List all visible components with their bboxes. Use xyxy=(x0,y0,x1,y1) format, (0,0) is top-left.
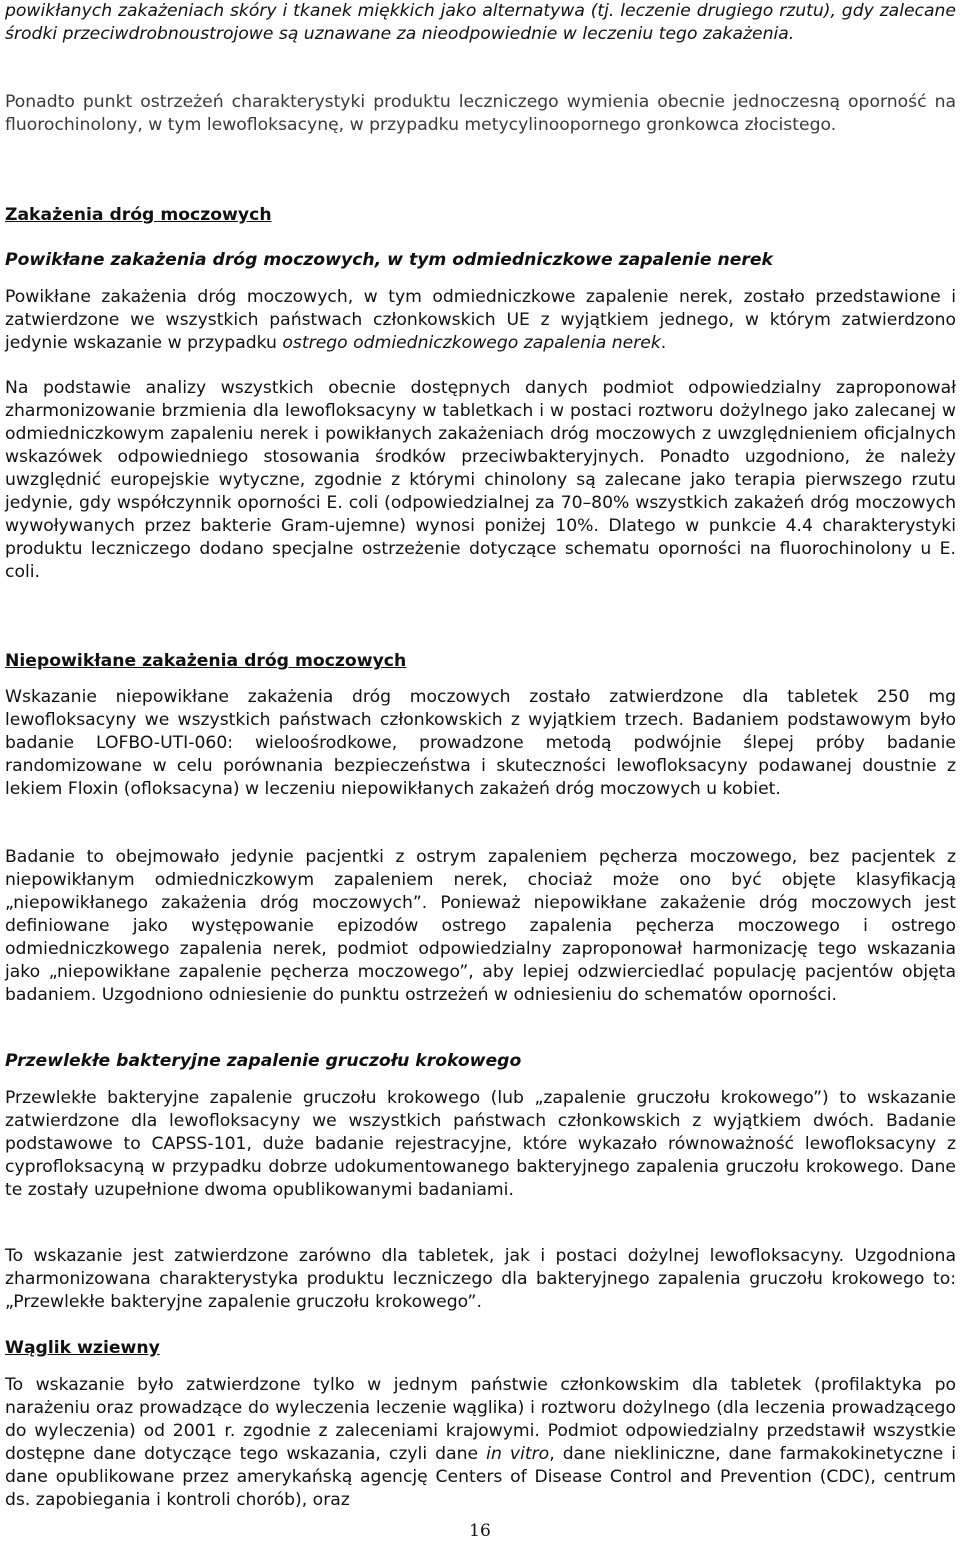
paragraph-complicated-uti-end: . xyxy=(660,333,667,353)
paragraph-warnings-mrsa: Ponadto punkt ostrzeżeń charakterystyki produktu leczniczego wymienia obecnie jednoczesną oporność na fluorochinolony, w tym lewofloksacynę, w przypadku metycylinoopornego gronkowca złocistego. xyxy=(5,92,956,135)
paragraph-prostatitis-smpc: To wskazanie jest zatwierdzone zarówno dla tabletek, jak i postaci dożylnej lewofloksacyny. Uzgodniona zharmonizowana charakterystyka produktu leczniczego dla bakteryjnego zapalenia gruczołu krokowego to: „Przewlekłe bakteryjne zapalenie gruczołu krokowego”. xyxy=(5,1246,956,1312)
heading-chronic-prostatitis: Przewlekłe bakteryjne zapalenie gruczołu krokowego xyxy=(5,1051,522,1071)
paragraph-anthrax-end: , dane niekliniczne, dane farmakokinetyczne i dane opublikowane przez amerykańską agencję Centers of Disease Control and Prevention (CDC), centrum ds. zapobiegania i kontroli chorób), oraz xyxy=(5,1444,957,1510)
heading-uncomplicated-uti: Niepowikłane zakażenia dróg moczowych xyxy=(5,651,407,671)
paragraph-anthrax-text: To wskazanie było zatwierdzone tylko w jednym państwie członkowskim dla tabletek (profilaktyka po narażeniu oraz prowadzące do wyleczenia leczenie wąglika) i roztworu dożylnego (dla leczenia prowadzącego do wyleczenia) od 2001 r. zgodnie z zaleceniami krajowymi. Podmiot odpowiedzialny przedstawił wszystkie dostępne dane dotyczące tego wskazania, czyli dane xyxy=(5,1375,956,1464)
paragraph-complicated-uti-text: Powikłane zakażenia dróg moczowych, w tym odmiedniczkowe zapalenie nerek, zostało przedstawione i zatwierdzone we wszystkich państwach członkowskich UE z wyjątkiem jednego, w którym zatwierdzono jedynie wskazanie w przypadku xyxy=(5,287,956,353)
paragraph-prostatitis: Przewlekłe bakteryjne zapalenie gruczołu krokowego (lub „zapalenie gruczołu krokowego”) to wskazanie zatwierdzone dla lewofloksacyny we wszystkich państwach członkowskich z wyjątkiem dwóch. Badanie podstawowe to CAPSS-101, duże badanie rejestracyjne, które wykazało równoważność lewofloksacyny z cyprofloksacyną w przypadku dobrze udokumentowanego bakteryjnego zapalenia gruczołu krokowego. Dane te zostały uzupełnione dwoma opublikowanymi badaniami. xyxy=(5,1088,956,1200)
paragraph-cystitis-study: Badanie to obejmowało jedynie pacjentki z ostrym zapaleniem pęcherza moczowego, bez pacjentek z niepowikłanym odmiedniczkowym zapaleniem nerek, chociaż może ono być objęte klasyfikacją „niepowikłanego zakażenia dróg moczowych”. Ponieważ niepowikłane zakażenie dróg moczowych jest definiowane jako występowanie epizodów ostrego zapalenia pęcherza moczowego i ostrego odmiedniczkowego zapalenia nerek, podmiot odpowiedzialny zaproponował harmonizację tego wskazania jako „niepowikłane zapalenie pęcherza moczowego”, aby lepiej odzwierciedlać populację pacjentów objęta badaniem. Uzgodniono odniesienie do punktu ostrzeżeń w odniesieniu do schematów oporności. xyxy=(5,847,956,1005)
paragraph-complicated-uti xyxy=(5,286,956,355)
paragraph-continuation-text: powikłanych zakażeniach skóry i tkanek miękkich jako alternatywa (tj. leczenie drugiego rzutu), gdy zalecane środki przeciwdrobnoustrojowe są uznawane za nieodpowiednie w leczeniu tego zakażenia. xyxy=(5,1,956,44)
paragraph-harmonization-analysis: Na podstawie analizy wszystkich obecnie dostępnych danych podmiot odpowiedzialny zaproponował zharmonizowanie brzmienia dla lewofloksacyny w tabletkach i w postaci roztworu dożylnego jako zalecanej w odmiedniczkowym zapaleniu nerek i powikłanych zakażeniach dróg moczowych z uwzględnieniem oficjalnych wskazówek odpowiedniego stosowania środków przeciwbakteryjnych. Ponadto uzgodniono, że należy uwzględnić europejskie wytyczne, zgodnie z którymi chinolony są zalecane jako terapia pierwszego rzutu jedynie, gdy współczynnik oporności E. coli (odpowiedzialnej za 70–80% wszystkich zakażeń dróg moczowych wywoływanych przez bakterie Gram-ujemne) wynosi poniżej 10%. Dlatego w punkcie 4.4 charakterystyki produktu leczniczego dodano specjalne ostrzeżenie dotyczące schematu oporności na fluorochinolony u E. coli. xyxy=(5,378,956,582)
paragraph-continuation xyxy=(5,0,956,46)
paragraph-uncomplicated-uti: Wskazanie niepowikłane zakażenia dróg moczowych zostało zatwierdzone dla tabletek 250 mg lewofloksacyny we wszystkich państwach członkowskich z wyjątkiem trzech. Badaniem podstawowym było badanie LOFBO-UTI-060: wieloośrodkowe, prowadzone metodą podwójnie ślepej próby badanie randomizowane w celu porównania bezpieczeństwa i skuteczności lewofloksacyny podawanej doustnie z lekiem Floxin (ofloksacyna) w leczeniu niepowikłanych zakażeń dróg moczowych u kobiet. xyxy=(5,687,956,799)
paragraph-anthrax xyxy=(5,1374,956,1512)
page-number: 16 xyxy=(469,1521,491,1541)
heading-urinary-tract-infections: Zakażenia dróg moczowych xyxy=(5,205,272,225)
paragraph-complicated-uti-emphasis: ostrego odmiedniczkowego zapalenia nerek xyxy=(282,333,661,353)
paragraph-anthrax-emphasis: in vitro xyxy=(486,1444,550,1464)
heading-complicated-uti: Powikłane zakażenia dróg moczowych, w tym odmiedniczkowe zapalenie nerek xyxy=(5,250,773,270)
heading-inhalation-anthrax: Wąglik wziewny xyxy=(5,1338,160,1358)
